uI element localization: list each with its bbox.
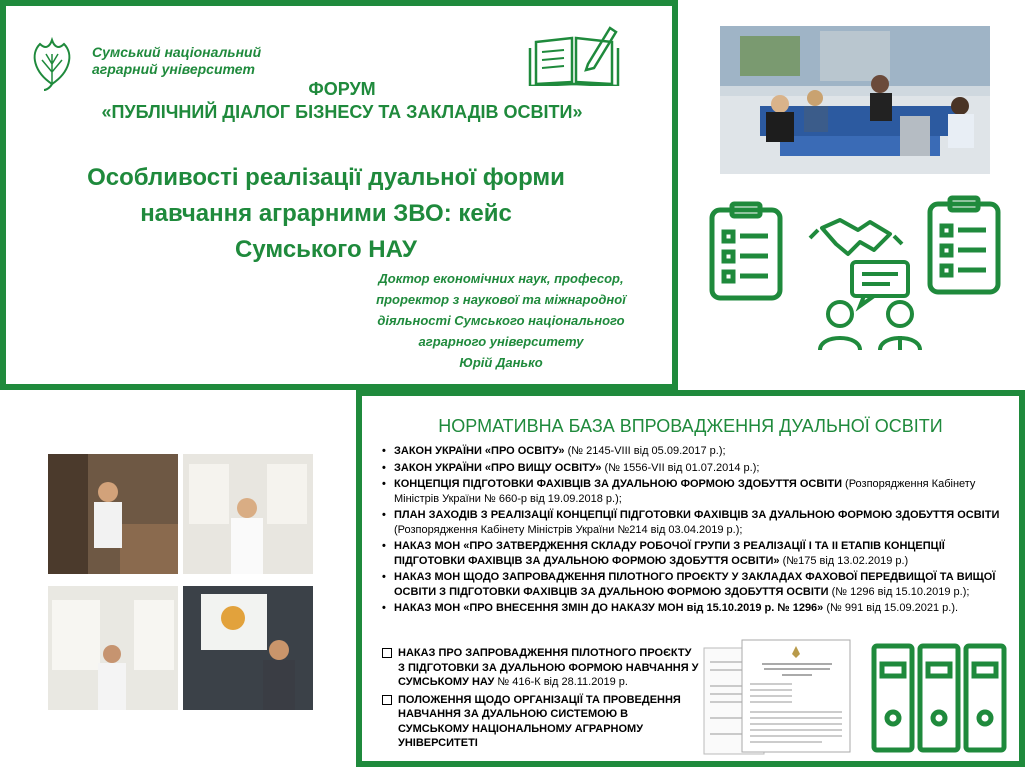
university-documents-list <box>380 646 700 754</box>
university-name <box>92 44 261 78</box>
forum-name: «ПУБЛІЧНИЙ ДІАЛОГ БІЗНЕСУ ТА ЗАКЛАДІВ ОСВІТИ» <box>101 102 583 122</box>
item-details: (№ 991 від 15.09.2021 р.). <box>823 602 959 614</box>
item-details: (№ 1296 від 15.10.2019 р.); <box>828 585 970 598</box>
item-title: ПЛАН ЗАХОДІВ З РЕАЛІЗАЦІЇ КОНЦЕПЦІЇ ПІДГОТОВКИ ФАХІВЦІВ ЗА ДУАЛЬНОЮ ФОРМОЮ ЗДОБУТТЯ ОСВІТИ <box>394 509 1000 521</box>
cooperation-icons <box>698 190 1013 360</box>
university-name-line-1: Сумський національний <box>92 44 262 60</box>
author-line-4: аграрного університету <box>418 334 584 349</box>
item-title: ПОЛОЖЕННЯ ЩОДО ОРГАНІЗАЦІЇ ТА ПРОВЕДЕННЯ НАВЧАННЯ ЗА ДУАЛЬНОЮ СИСТЕМОЮ В СУМСЬКОМУ НАЦІОНАЛЬНОМУ АГРАРНОМУ УНІВЕРСИТЕТІ <box>398 693 681 749</box>
title-line-3: Сумського НАУ <box>235 236 417 263</box>
item-details: № 416-К від 28.11.2019 р. <box>494 676 628 688</box>
binder-folders-icon <box>870 642 1008 754</box>
list-item <box>380 601 1008 616</box>
item-details: (№175 від 13.02.2019 р.) <box>779 554 909 567</box>
list-item <box>380 539 1008 568</box>
list-item <box>380 477 1008 506</box>
item-title: ЗАКОН УКРАЇНИ «ПРО ВИЩУ ОСВІТУ» <box>394 461 602 474</box>
forum-label: ФОРУМ <box>308 79 376 99</box>
slide-title <box>0 0 678 390</box>
list-item <box>380 444 1008 459</box>
author-line-1: Доктор економічних наук, професор, <box>378 271 624 286</box>
item-title: НАКАЗ МОН ЩОДО ЗАПРОВАДЖЕННЯ ПІЛОТНОГО ПРОЄКТУ У ЗАКЛАДАХ ФАХОВОЇ ПЕРЕДВИЩОЇ ТА ВИЩОЇ ОСВІТИ З ПІДГОТОВКИ ФАХІВЦІВ ЗА ДУАЛЬНОЮ ФОРМОЮ ЗДОБУТТЯ ОСВІТИ <box>394 571 996 598</box>
item-title: НАКАЗ ПРО ЗАПРОВАДЖЕННЯ ПІЛОТНОГО ПРОЄКТУ З ПІДГОТОВКИ ЗА ДУАЛЬНОЮ ФОРМОЮ НАВЧАННЯ У СУМСЬКОМУ НАУ <box>398 647 699 688</box>
title-line-1: Особливості реалізації дуальної форми <box>87 164 565 191</box>
order-document-image <box>702 638 852 756</box>
slide-meeting <box>678 0 1025 386</box>
university-name-line-2: аграрний університет <box>92 61 256 77</box>
author-line-3: діяльності Сумського національного <box>377 313 625 328</box>
item-details: (№ 1556-VII від 01.07.2014 р.); <box>601 461 760 474</box>
list-item <box>380 508 1008 537</box>
list-item <box>380 693 700 751</box>
item-title: НАКАЗ МОН «ПРО ВНЕСЕННЯ ЗМІН ДО НАКАЗУ МОН від 15.10.2019 р. № 1296» <box>394 602 824 614</box>
open-book-pen-icon <box>526 24 622 86</box>
item-title: ЗАКОН УКРАЇНИ «ПРО ОСВІТУ» <box>394 445 565 457</box>
photo-speaker-4 <box>183 586 313 710</box>
list-item <box>380 570 1008 599</box>
item-details: (Розпорядження Кабінету Міністрів України №214 від 03.04.2019 р.); <box>394 523 743 536</box>
photo-speaker-3 <box>48 586 178 710</box>
list-item <box>380 646 700 690</box>
slide-normative-base <box>356 390 1025 767</box>
item-details: (Розпорядження Кабінету Міністрів України № 660-р від 19.09.2018 р.); <box>394 478 976 505</box>
slide-photos <box>0 390 356 767</box>
author-info <box>351 268 651 373</box>
item-details: (№ 2145-VIII від 05.09.2017 р.); <box>564 445 726 457</box>
author-line-2: проректор з наукової та міжнародної <box>376 292 626 307</box>
presentation-title <box>46 160 606 268</box>
list-item <box>380 461 1008 476</box>
photo-speaker-2 <box>183 454 313 574</box>
author-line-5: Юрій Данько <box>459 355 543 370</box>
item-title: КОНЦЕПЦІЯ ПІДГОТОВКИ ФАХІВЦІВ ЗА ДУАЛЬНОЮ ФОРМОЮ ЗДОБУТТЯ ОСВІТИ <box>394 478 842 490</box>
meeting-photo <box>720 26 990 174</box>
normative-list <box>380 444 1008 618</box>
item-title: НАКАЗ МОН «ПРО ЗАТВЕРДЖЕННЯ СКЛАДУ РОБОЧОЇ ГРУПИ З РЕАЛІЗАЦІЇ І ТА ІІ ЕТАПІВ КОНЦЕПЦІЇ ПІДГОТОВКИ ФАХІВЦІВ ЗА ДУАЛЬНОЮ ФОРМОЮ ЗДОБУТТЯ ОСВІТИ» <box>394 540 945 567</box>
title-line-2: навчання аграрними ЗВО: кейс <box>140 200 512 227</box>
photo-speaker-1 <box>48 454 178 574</box>
normative-title: НОРМАТИВНА БАЗА ВПРОВАДЖЕННЯ ДУАЛЬНОЇ ОСВІТИ <box>438 416 943 436</box>
